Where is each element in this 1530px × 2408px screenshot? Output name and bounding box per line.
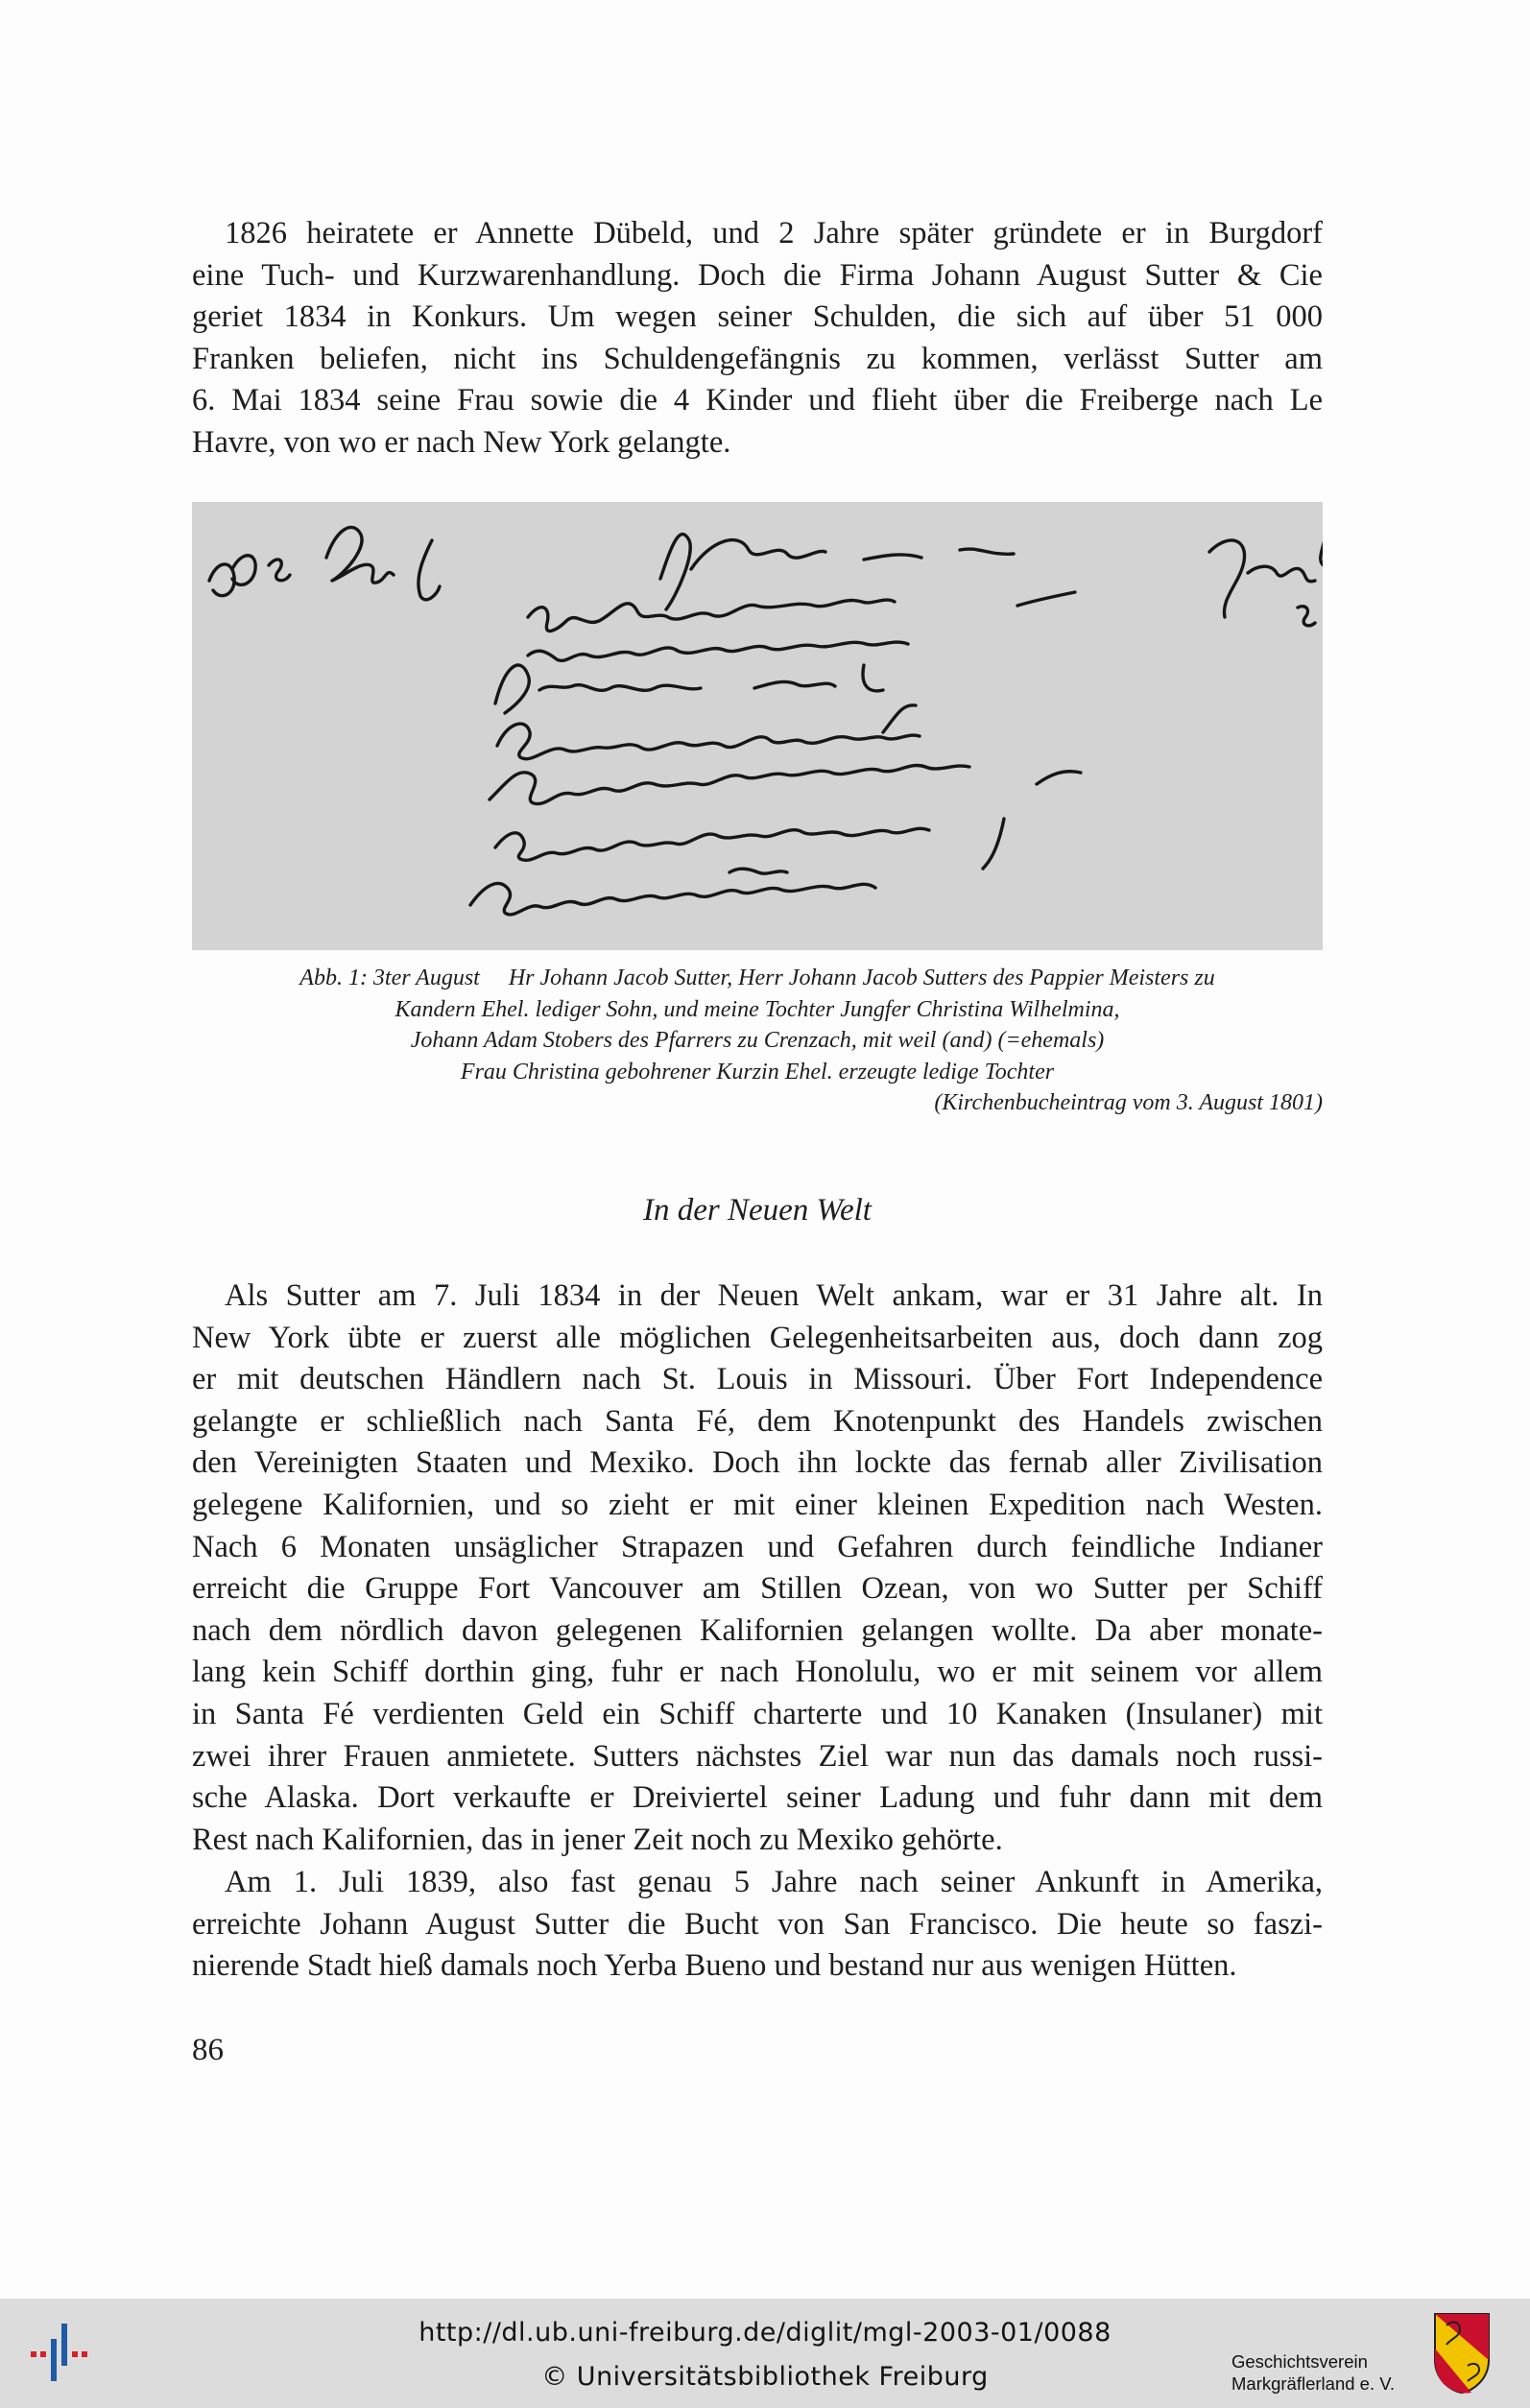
manuscript-figure bbox=[192, 502, 1323, 950]
figure-caption bbox=[192, 963, 1323, 1119]
text-line: erreicht die Gruppe Fort Vancouver am Stillen Ozean, von wo Sutter per Schiff bbox=[192, 1571, 1323, 1607]
text-line: Havre, von wo er nach New York gelangte. bbox=[192, 424, 731, 460]
text-line: nach dem nördlich davon gelegenen Kalifornien gelangen wollte. Da aber monate- bbox=[192, 1612, 1323, 1648]
society-name-line2: Markgräflerland e. V. bbox=[1231, 2373, 1396, 2394]
paragraph-intro bbox=[192, 213, 1323, 465]
text-line: sche Alaska. Dort verkaufte er Dreiviertel seiner Ladung und fuhr dann mit dem bbox=[192, 1780, 1323, 1816]
text-line: Am 1. Juli 1839, also fast genau 5 Jahre nach seiner Ankunft in Amerika, bbox=[225, 1865, 1323, 1899]
paragraph-san-francisco bbox=[192, 1862, 1323, 1988]
text-line: Franken beliefen, nicht ins Schuldengefängnis zu kommen, verlässt Sutter am bbox=[192, 341, 1323, 376]
text-line: New York übte er zuerst alle möglichen Gelegenheitsarbeiten aus, doch dann zog bbox=[192, 1320, 1323, 1355]
text-line: eine Tuch- und Kurzwarenhandlung. Doch die Firma Johann August Sutter & Cie bbox=[192, 257, 1323, 293]
society-name bbox=[1231, 2350, 1395, 2395]
text-line: zwei ihrer Frauen anmietete. Sutters nächstes Ziel war nun das damals noch russi- bbox=[192, 1738, 1323, 1774]
caption-source: (Kirchenbucheintrag vom 3. August 1801) bbox=[934, 1090, 1323, 1115]
text-line: in Santa Fé verdienten Geld ein Schiff charterte und 10 Kanaken (Insulaner) mit bbox=[192, 1696, 1323, 1731]
text-line: geriet 1834 in Konkurs. Um wegen seiner Schulden, die sich auf über 51 000 bbox=[192, 299, 1323, 335]
copyright-text: © Universitätsbibliothek Freiburg bbox=[541, 2362, 989, 2392]
footer-bar bbox=[0, 2299, 1530, 2408]
text-line: Nach 6 Monaten unsäglicher Strapazen und Gefahren durch feindliche Indianer bbox=[192, 1529, 1323, 1564]
text-line: lang kein Schiff dorthin ging, fuhr er nach Honolulu, wo er mit seinem vor allem bbox=[192, 1655, 1323, 1690]
text-line: gelangte er schließlich nach Santa Fé, dem Knotenpunkt des Handels zwischen bbox=[192, 1403, 1323, 1439]
section-heading: In der Neuen Welt bbox=[643, 1193, 872, 1228]
text-line: Als Sutter am 7. Juli 1834 in der Neuen Welt ankam, war er 31 Jahre alt. In bbox=[225, 1278, 1323, 1313]
handwritten-church-record-image bbox=[192, 502, 1323, 950]
text-line: den Vereinigten Staaten und Mexiko. Doch ihn lockte das fernab aller Zivilisation bbox=[192, 1445, 1323, 1481]
society-name-line1: Geschichtsverein bbox=[1231, 2351, 1368, 2372]
text-line: nierende Stadt hieß damals noch Yerba Bueno und bestand nur aus wenigen Hütten. bbox=[192, 1948, 1237, 1984]
text-line: Rest nach Kalifornien, das in jener Zeit noch zu Mexiko gehörte. bbox=[192, 1822, 1003, 1857]
document-url-link[interactable]: http://dl.ub.uni-freiburg.de/diglit/mgl-2003-01/0088 bbox=[418, 2318, 1112, 2348]
caption-line: Kandern Ehel. lediger Sohn, und meine Tochter Jungfer Christina Wilhelmina, bbox=[394, 996, 1120, 1022]
paragraph-new-world bbox=[192, 1276, 1323, 1861]
text-line: gelegene Kalifornien, und so zieht er mit einer kleinen Expedition nach Westen. bbox=[192, 1487, 1323, 1522]
caption-line: Johann Adam Stobers des Pfarrers zu Crenzach, mit weil (and) (=ehemals) bbox=[410, 1028, 1105, 1053]
text-line: er mit deutschen Händlern nach St. Louis in Missouri. Über Fort Independence bbox=[192, 1362, 1323, 1397]
coat-of-arms-icon bbox=[1433, 2310, 1491, 2395]
caption-line: Abb. 1: 3ter August Hr Johann Jacob Sutter, Herr Johann Jacob Sutters des Pappier Meisters zu bbox=[299, 966, 1215, 990]
caption-line: Frau Christina gebohrener Kurzin Ehel. erzeugte ledige Tochter bbox=[460, 1059, 1055, 1085]
text-line: 6. Mai 1834 seine Frau sowie die 4 Kinder und flieht über die Freiberge nach Le bbox=[192, 383, 1323, 418]
text-line: 1826 heiratete er Annette Dübeld, und 2 Jahre später gründete er in Burgdorf bbox=[225, 216, 1323, 250]
page-number: 86 bbox=[192, 2033, 224, 2067]
text-line: erreichte Johann August Sutter die Bucht von San Francisco. Die heute so faszi- bbox=[192, 1906, 1323, 1942]
